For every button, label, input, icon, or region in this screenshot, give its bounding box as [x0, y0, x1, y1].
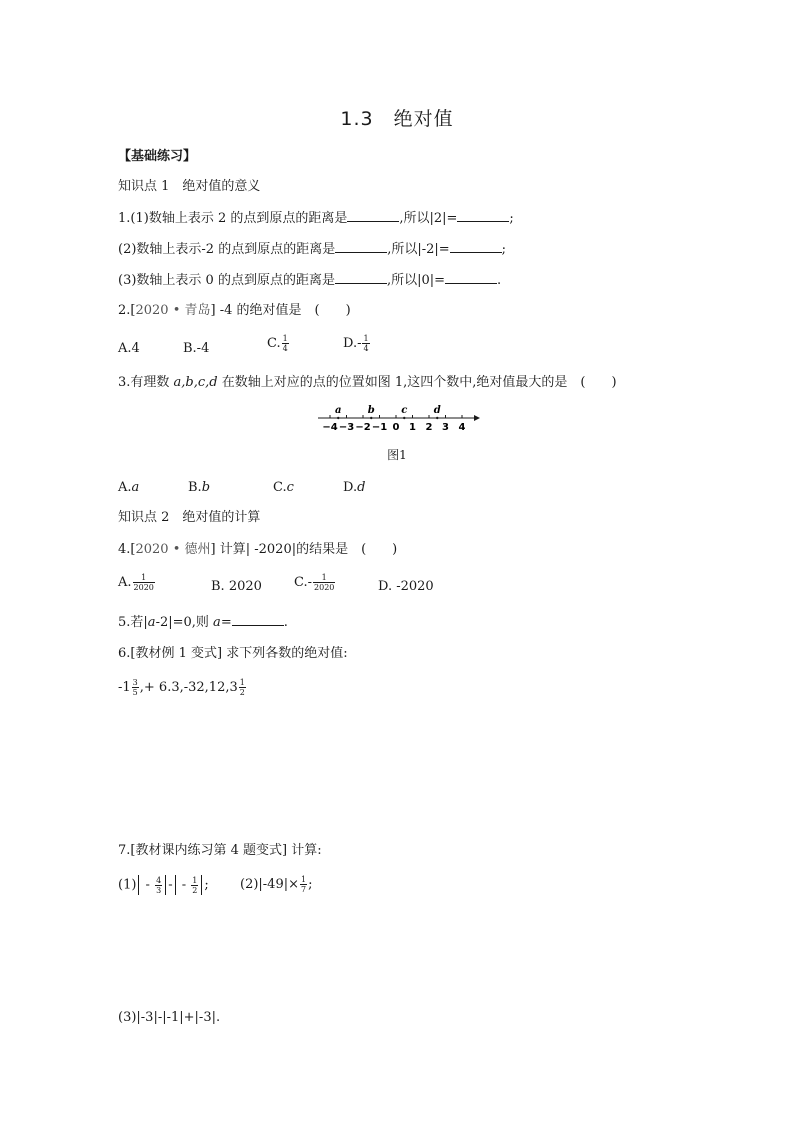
fraction: $\frac{1}{2020}$ — [314, 573, 335, 592]
point-label: c — [401, 405, 408, 416]
knowledge-point-2: 知识点 2 绝对值的计算 — [118, 510, 261, 525]
option-d[interactable]: D.- $\frac{1}{4}$ — [343, 334, 369, 353]
axis-tick-label: 1 — [409, 422, 416, 433]
option-b[interactable]: B.-4 — [183, 341, 210, 356]
question-source: 2020 • 德州 — [135, 542, 211, 557]
fraction: $\frac{1}{2020}$ — [133, 573, 154, 592]
fraction: $\frac{1}{2}$ — [239, 678, 245, 697]
answer-blank[interactable] — [335, 271, 387, 284]
fraction: $\frac{1}{7}$ — [301, 875, 307, 894]
page-title: 1.3 绝对值 — [340, 108, 454, 130]
knowledge-point-1: 知识点 1 绝对值的意义 — [118, 179, 261, 194]
answer-blank[interactable] — [335, 240, 387, 253]
answer-blank[interactable] — [450, 240, 502, 253]
point-marker — [403, 417, 405, 419]
answer-blank[interactable] — [232, 613, 284, 626]
option-c[interactable]: C.- $\frac{1}{2020}$ — [294, 573, 335, 592]
abs-bar — [175, 875, 176, 895]
question-7-part-2: (2)|-49|× $\frac{1}{7}$ ; — [240, 875, 313, 894]
question-4: 4.[2020 • 德州] 计算| -2020|的结果是 ( ) — [118, 542, 398, 557]
axis-tick-label: −3 — [338, 422, 355, 433]
question-5: 5.若|a-2|=0,则 a= . — [118, 615, 288, 630]
axis-tick-label: −1 — [371, 422, 388, 433]
figure-caption: 图1 — [387, 448, 407, 462]
question-6-expression: -1 $\frac{3}{5}$ ,+ 6.3,-32,12,3 $\frac{1}{2}$ — [118, 678, 245, 697]
answer-blank[interactable] — [445, 271, 497, 284]
axis-tick-label: 0 — [392, 422, 400, 433]
option-a[interactable]: A. $\frac{1}{2020}$ — [118, 573, 154, 592]
question-3: 3.有理数 a,b,c,d 在数轴上对应的点的位置如图 1,这四个数中,绝对值最大的是 ( ) — [118, 375, 617, 390]
fraction: $\frac{4}{3}$ — [156, 875, 162, 895]
question-1-part-1: 1.(1)数轴上表示 2 的点到原点的距离是 ,所以|2|= ; — [118, 211, 514, 226]
axis-tick-label: 4 — [458, 422, 466, 433]
abs-bar — [201, 875, 202, 895]
fraction: $\frac{1}{2}$ — [192, 875, 198, 895]
fraction: $\frac{1}{4}$ — [363, 334, 369, 353]
point-label: a — [335, 405, 342, 416]
option-c[interactable]: C.c — [273, 480, 294, 495]
answer-blank[interactable] — [347, 209, 399, 222]
question-1-part-3: (3)数轴上表示 0 的点到原点的距离是 ,所以|0|= . — [118, 273, 502, 288]
abs-bar — [165, 875, 166, 895]
question-7: 7.[教材课内练习第 4 题变式] 计算: — [118, 843, 322, 858]
point-label: b — [367, 405, 375, 416]
fraction: $\frac{3}{5}$ — [132, 678, 138, 697]
question-source: 2020 • 青岛 — [135, 303, 211, 318]
question-7-part-3: (3)|-3|-|-1|+|-3|. — [118, 1010, 221, 1025]
point-marker — [436, 417, 438, 419]
number-line-figure — [314, 404, 484, 438]
question-7-part-1: (1) - $\frac{4}{3}$ - - $\frac{1}{2}$ ; — [118, 875, 209, 895]
abs-bar — [138, 875, 139, 895]
option-d[interactable]: D. -2020 — [378, 579, 434, 594]
axis-arrow — [474, 415, 480, 421]
option-b[interactable]: B.b — [188, 480, 211, 495]
option-b[interactable]: B. 2020 — [211, 579, 262, 594]
question-1-part-2: (2)数轴上表示-2 的点到原点的距离是 ,所以|-2|= ; — [118, 242, 507, 257]
point-marker — [337, 417, 339, 419]
fraction: $\frac{1}{4}$ — [282, 334, 288, 353]
question-6: 6.[教材例 1 变式] 求下列各数的绝对值: — [118, 646, 348, 661]
axis-tick-label: −4 — [322, 422, 338, 433]
question-2: 2.[2020 • 青岛] -4 的绝对值是 ( ) — [118, 303, 351, 318]
option-d[interactable]: D.d — [343, 480, 366, 495]
option-a[interactable]: A.4 — [118, 341, 140, 356]
axis-tick-label: 3 — [442, 422, 449, 433]
point-marker — [370, 417, 372, 419]
option-a[interactable]: A.a — [118, 480, 140, 495]
point-label: d — [433, 405, 441, 416]
section-heading: 【基础练习】 — [118, 149, 197, 164]
option-c[interactable]: C. $\frac{1}{4}$ — [267, 334, 288, 353]
axis-tick-label: 2 — [425, 422, 433, 433]
axis-tick-label: −2 — [355, 422, 371, 433]
answer-blank[interactable] — [457, 209, 509, 222]
